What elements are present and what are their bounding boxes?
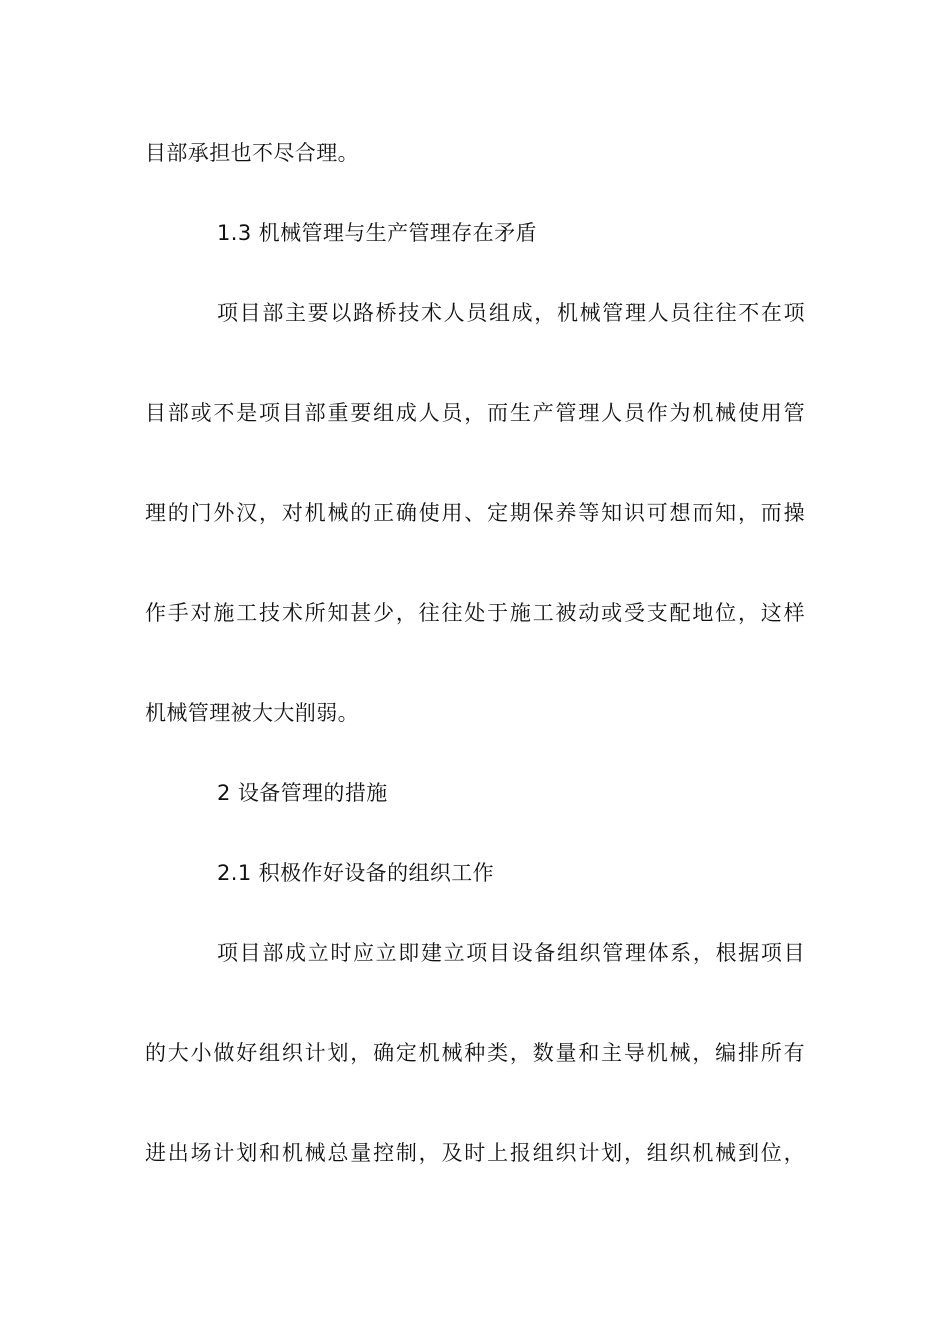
paragraph-line: 进出场计划和机械总量控制，及时上报组织计划，组织机械到位， (145, 1141, 805, 1165)
paragraph-line: 理的门外汉，对机械的正确使用、定期保养等知识可想而知，而操 (145, 501, 805, 525)
paragraph-line: 作手对施工技术所知甚少，往往处于施工被动或受支配地位，这样 (145, 601, 805, 625)
paragraph-line: 项目部主要以路桥技术人员组成，机械管理人员往往不在项 (217, 301, 805, 325)
paragraph-line: 机械管理被大大削弱。 (145, 701, 359, 725)
section-heading: 1.3 机械管理与生产管理存在矛盾 (217, 221, 537, 245)
paragraph-line: 目部承担也不尽合理。 (145, 141, 359, 165)
paragraph-line: 目部或不是项目部重要组成人员，而生产管理人员作为机械使用管 (145, 401, 805, 425)
paragraph-line: 项目部成立时应立即建立项目设备组织管理体系，根据项目 (217, 941, 805, 965)
paragraph-line: 的大小做好组织计划，确定机械种类，数量和主导机械，编排所有 (145, 1041, 805, 1065)
section-heading: 2.1 积极作好设备的组织工作 (217, 861, 495, 885)
section-heading: 2 设备管理的措施 (217, 781, 388, 805)
